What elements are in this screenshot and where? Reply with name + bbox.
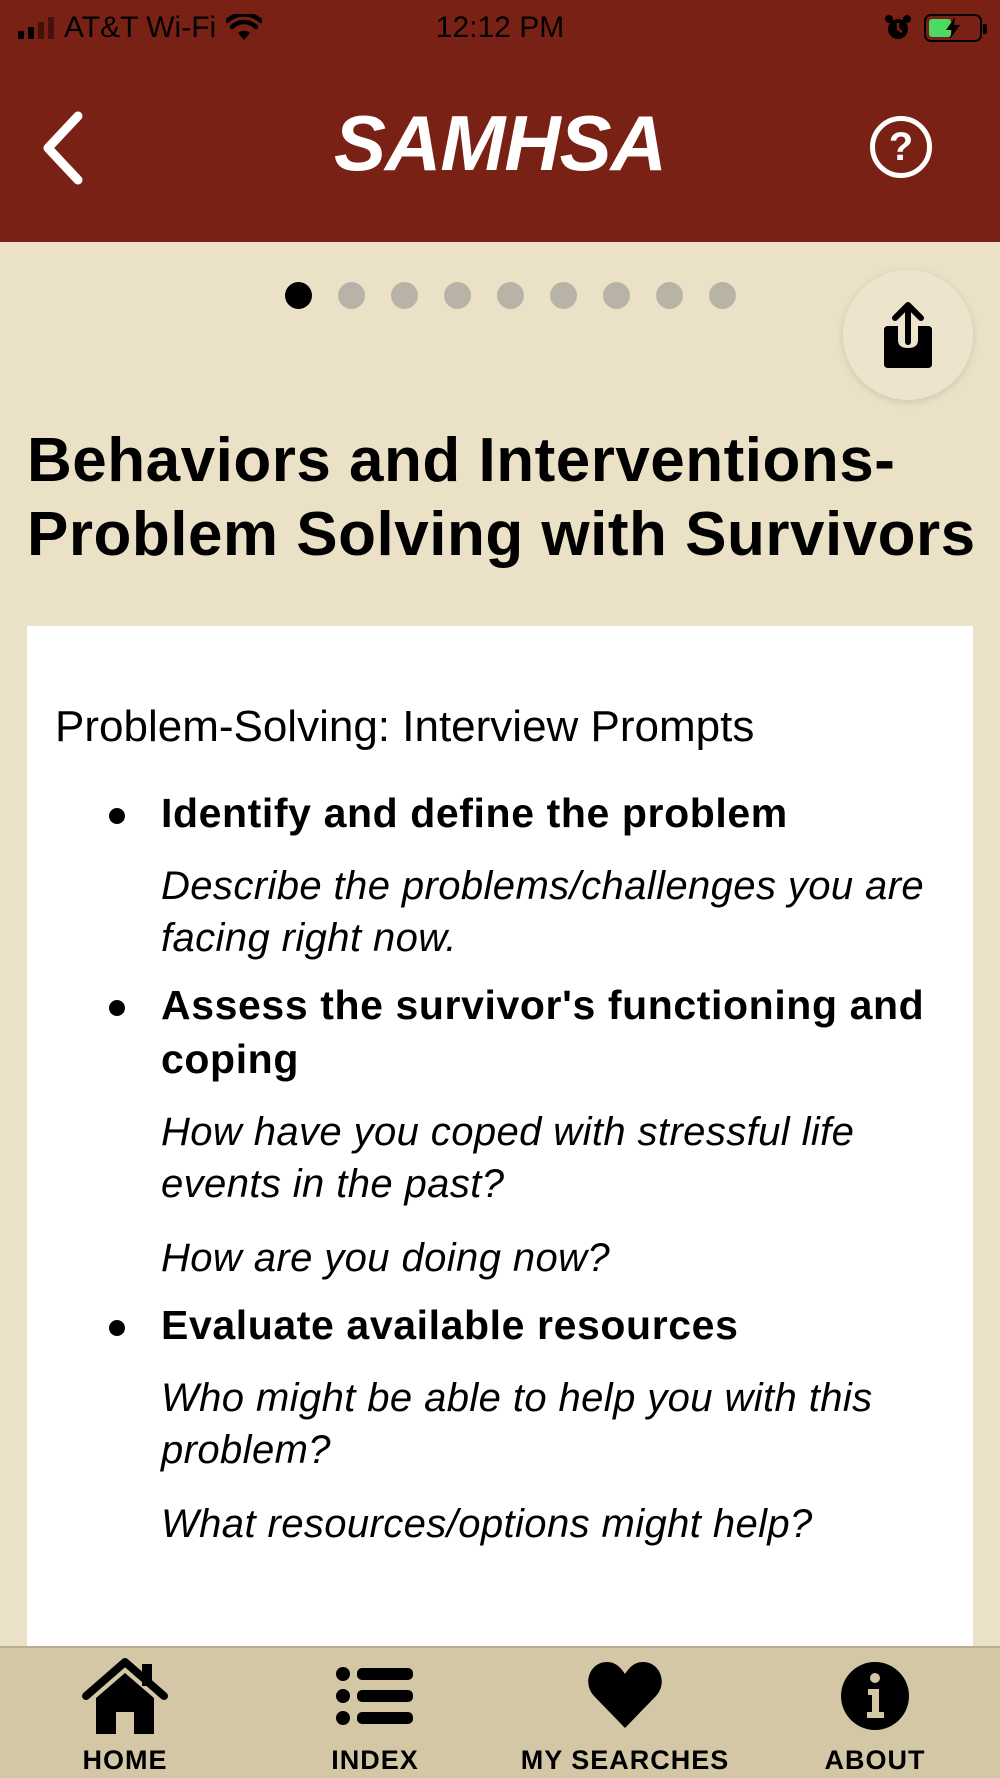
- nav-label: INDEX: [331, 1745, 419, 1775]
- list-item: [55, 1298, 955, 1550]
- nav-my-searches[interactable]: [500, 1648, 750, 1778]
- nav-label: ABOUT: [824, 1745, 926, 1775]
- page-dot-3[interactable]: [391, 282, 418, 309]
- list-item: [55, 978, 955, 1284]
- status-right: [884, 10, 982, 46]
- nav-home[interactable]: [0, 1648, 250, 1778]
- battery-nub: [983, 24, 987, 34]
- charging-bolt-icon: [944, 17, 962, 39]
- page-indicator: [285, 282, 736, 309]
- prompt-title: Assess the survivor's functioning and coping: [161, 982, 925, 1082]
- heart-icon: [586, 1656, 664, 1732]
- nav-label: HOME: [82, 1745, 168, 1775]
- bullet-icon: [109, 808, 125, 824]
- page-dot-2[interactable]: [338, 282, 365, 309]
- status-bar: [0, 0, 1000, 56]
- bottom-nav: [0, 1646, 1000, 1778]
- status-time: 12:12 PM: [435, 11, 565, 44]
- page-dot-9[interactable]: [709, 282, 736, 309]
- page-title: Behaviors and Interventions-Problem Solving with Survivors: [27, 426, 976, 569]
- prompt-question: Describe the problems/challenges you are facing right now.: [161, 864, 925, 960]
- page-dot-6[interactable]: [550, 282, 577, 309]
- nav-index[interactable]: [250, 1648, 500, 1778]
- bullet-icon: [109, 1000, 125, 1016]
- page-dot-8[interactable]: [656, 282, 683, 309]
- content-card: [27, 626, 973, 1646]
- battery-icon: [924, 14, 982, 42]
- prompt-title: Identify and define the problem: [161, 790, 788, 836]
- home-icon: [82, 1656, 168, 1736]
- prompt-list: [55, 786, 955, 1564]
- list-icon: [335, 1656, 415, 1732]
- bullet-icon: [109, 1320, 125, 1336]
- app-header: [0, 56, 1000, 242]
- prompt-question: What resources/options might help?: [161, 1502, 813, 1546]
- question-circle-icon: ?: [888, 125, 914, 169]
- nav-label: MY SEARCHES: [520, 1745, 730, 1775]
- page-dot-5[interactable]: [497, 282, 524, 309]
- prompt-question: Who might be able to help you with this problem?: [161, 1376, 873, 1472]
- help-button[interactable]: [870, 116, 932, 178]
- prompt-question: How have you coped with stressful life events in the past?: [161, 1110, 855, 1206]
- nav-about[interactable]: [750, 1648, 1000, 1778]
- share-button[interactable]: [843, 270, 973, 400]
- prompt-question: How are you doing now?: [161, 1236, 611, 1280]
- page-dot-7[interactable]: [603, 282, 630, 309]
- list-item: [55, 786, 955, 964]
- page-dot-1[interactable]: [285, 282, 312, 309]
- share-icon: [882, 302, 934, 370]
- info-icon: [837, 1656, 913, 1732]
- card-heading: Problem-Solving: Interview Prompts: [55, 702, 755, 751]
- carrier-label: AT&T Wi-Fi: [64, 11, 217, 44]
- alarm-icon: [884, 14, 912, 42]
- samhsa-logo: SAMHSA: [333, 99, 666, 187]
- prompt-title: Evaluate available resources: [161, 1302, 739, 1348]
- page-dot-4[interactable]: [444, 282, 471, 309]
